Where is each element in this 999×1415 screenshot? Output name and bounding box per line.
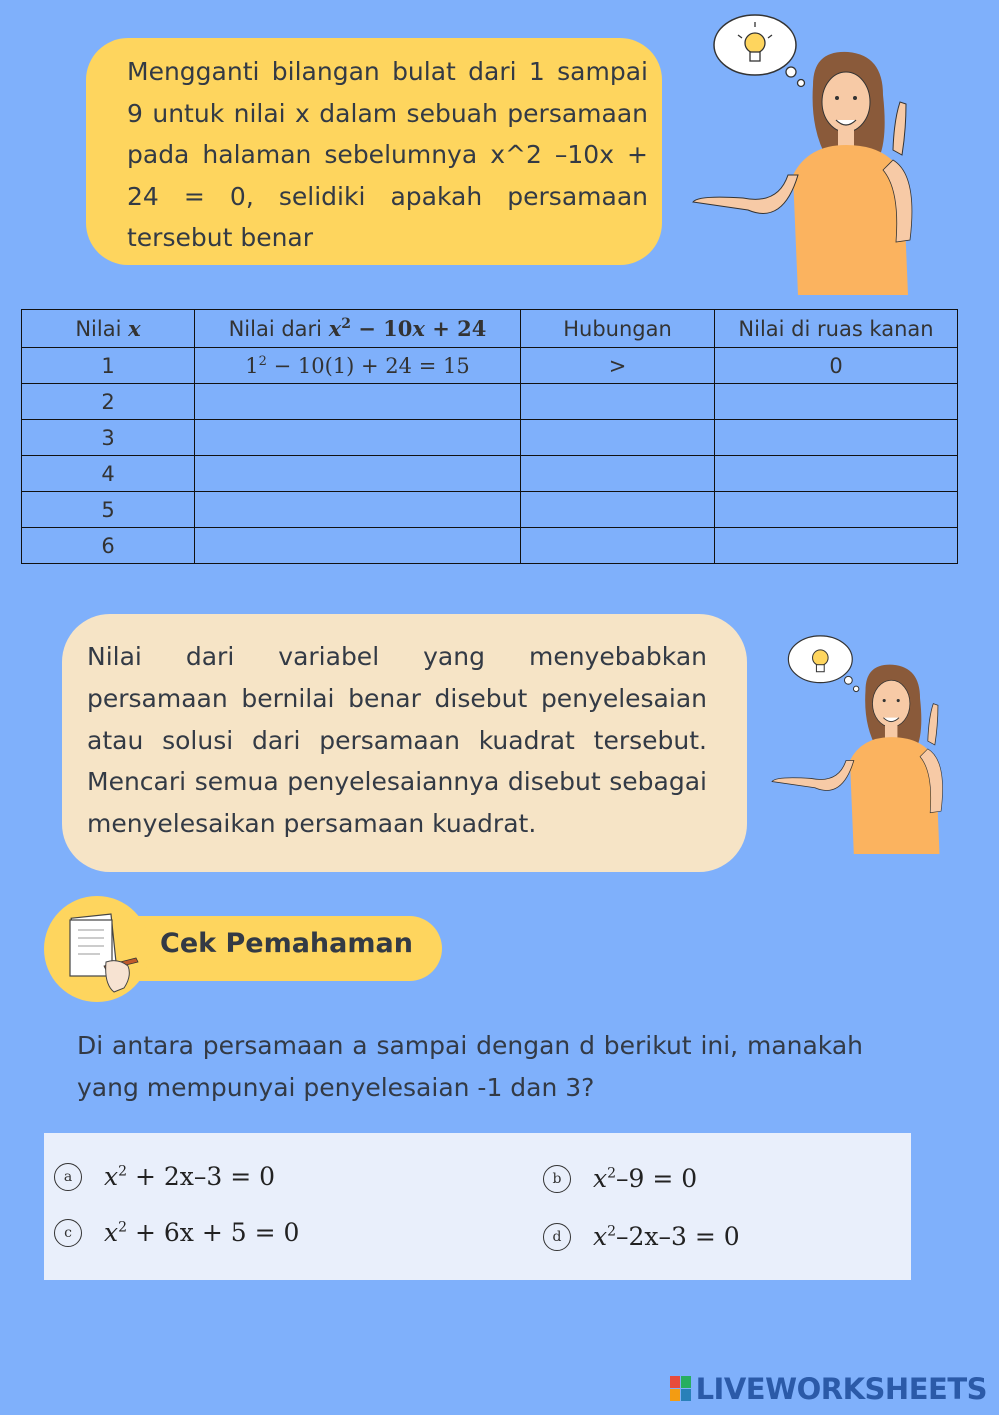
writing-document-icon [44,896,150,1002]
cell-expression-value[interactable] [195,420,521,456]
option-a-letter: a [54,1163,82,1191]
cell-expression-value[interactable] [195,528,521,564]
check-header-circle [44,896,150,1002]
option-b-letter: b [543,1165,571,1193]
info-text: Nilai dari variabel yang menyebabkan persamaan bernilai benar disebut penyelesaian atau solusi dari persamaan kuadrat tersebut. Mencari semua penyelesaiannya disebut sebagai menyelesaikan persamaan kuadrat. [87,642,707,839]
cell-expression-value[interactable] [195,456,521,492]
cell-right-side[interactable]: 0 [715,348,958,384]
intro-bubble [86,38,662,265]
cell-expression-value[interactable]: $1^2 - 10(1) + 24 = 15$ [195,348,521,384]
cell-x-value: 3 [22,420,195,456]
cell-right-side[interactable] [715,492,958,528]
header-nilai-x: Nilai x [22,310,195,348]
cell-x-value: 6 [22,528,195,564]
brand-logo [670,1372,987,1406]
liveworksheets-logo-icon [670,1376,692,1402]
cell-x-value: 2 [22,384,195,420]
cell-expression-value[interactable] [195,384,521,420]
cell-relation[interactable] [521,456,715,492]
table-row [22,384,958,420]
lightbulb-thought-icon [788,636,858,692]
table-row [22,348,958,384]
teacher-illustration-2 [768,632,963,854]
cell-x-value: 4 [22,456,195,492]
cell-relation[interactable]: > [521,348,715,384]
option-c-equation: $x^2 + 6x + 5 = 0$ [104,1218,300,1247]
check-title: Cek Pemahaman [160,928,413,959]
cell-expression-value[interactable] [195,492,521,528]
table-row [22,528,958,564]
cell-relation[interactable] [521,492,715,528]
option-a[interactable] [54,1162,275,1191]
table-row [22,456,958,492]
option-c[interactable] [54,1218,299,1247]
cell-relation[interactable] [521,384,715,420]
answer-options-panel [44,1133,911,1280]
cell-right-side[interactable] [715,528,958,564]
option-d-letter: d [543,1223,571,1251]
header-hubungan: Hubungan [521,310,715,348]
option-a-equation: $x^2 + 2x-3 = 0$ [104,1162,276,1191]
table-row [22,420,958,456]
cell-x-value: 5 [22,492,195,528]
lightbulb-thought-icon [714,15,805,87]
teacher-illustration-1 [688,10,938,295]
option-b-equation: $x^2-9 = 0$ [593,1164,698,1193]
cell-right-side[interactable] [715,384,958,420]
header-ruas-kanan: Nilai di ruas kanan [715,310,958,348]
check-question: Di antara persamaan a sampai dengan d berikut ini, manakah yang mempunyai penyelesaian -1 dan 3? [77,1031,863,1102]
cell-right-side[interactable] [715,420,958,456]
cell-relation[interactable] [521,528,715,564]
table-row [22,492,958,528]
cell-x-value: 1 [22,348,195,384]
option-d[interactable] [543,1222,740,1251]
evaluation-table [21,309,958,564]
brand-name: LIVEWORKSHEETS [695,1372,987,1406]
option-b[interactable] [543,1164,697,1193]
header-nilai-dari-expression: Nilai dari $x^2 - 10x + 24$ [195,310,521,348]
intro-text: Mengganti bilangan bulat dari 1 sampai 9 untuk nilai x dalam sebuah persamaan pada halaman sebelumnya x^2 –10x + 24 = 0, selidiki apakah persamaan tersebut benar [127,57,648,252]
cell-relation[interactable] [521,420,715,456]
info-bubble [62,614,747,872]
table-header-row [22,310,958,348]
option-d-equation: $x^2-2x-3 = 0$ [593,1222,740,1251]
cell-right-side[interactable] [715,456,958,492]
option-c-letter: c [54,1219,82,1247]
